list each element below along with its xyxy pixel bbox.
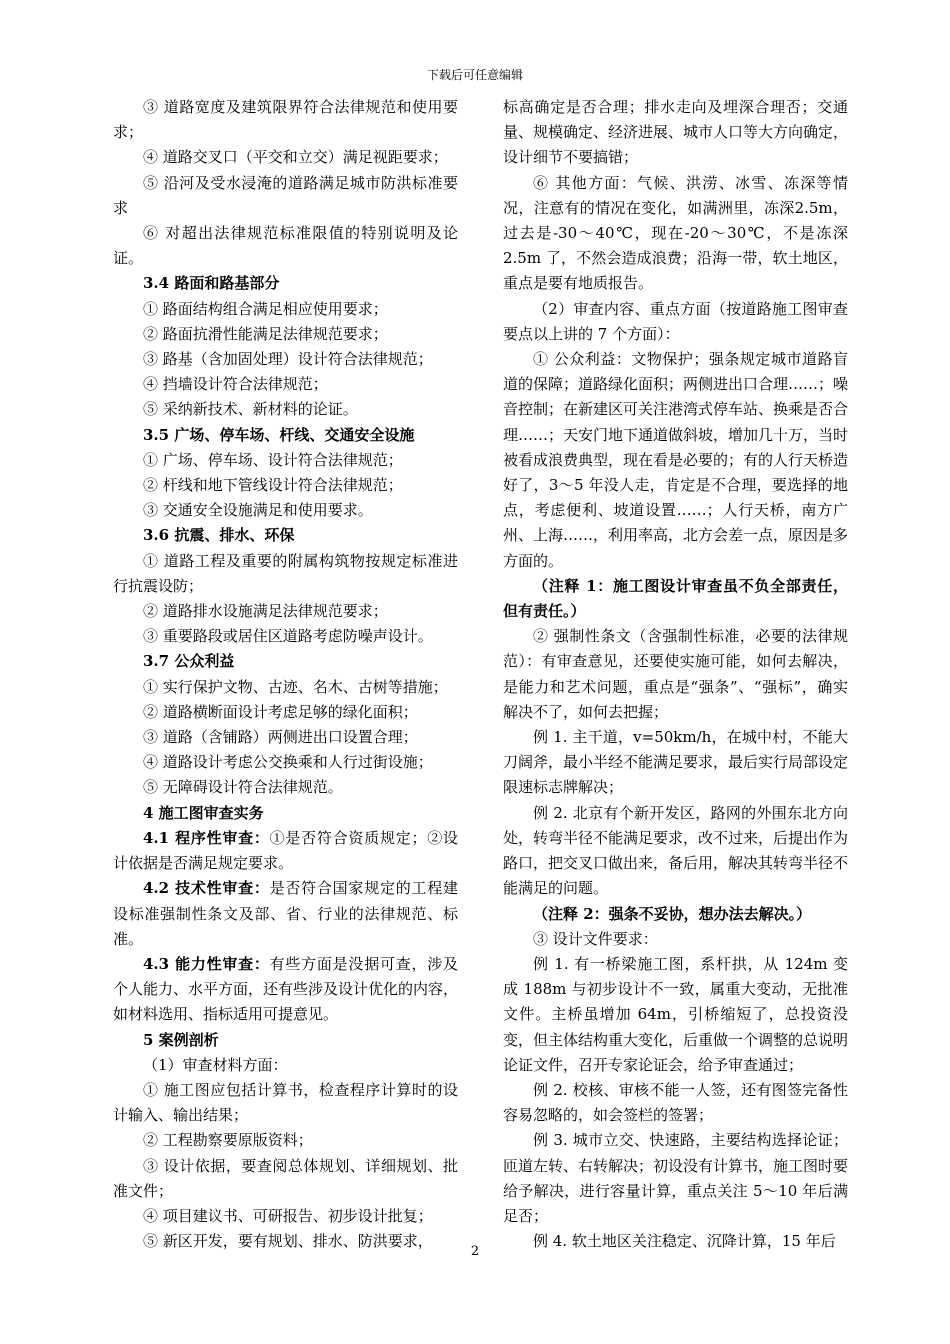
paragraph: ① 道路工程及重要的附属构筑物按规定标准进行抗震设防； [113,551,458,595]
section-heading: （注释 2：强条不妥协，想办法去解决。） [533,904,812,923]
paragraph: ① 公众利益：文物保护；强条规定城市道路盲道的保障；道路绿化面积；两侧进出口合理……；噪音控制；在新建区可关注港湾式停车站、换乘是否合理……；天安门地下通道做斜坡，增加几十万，当时被看成浪费典型，现在看是必要的；有的人行天桥造好了，3～5 年没人走，肯定是不合理，要选择的地点，考虑便利、坡道设置……；人行天桥，南方广州、上海……，利用率高，北方会差一点，原因是多方面的。 [503,350,849,570]
paragraph: ⑥ 对超出法律规范标准限值的特别说明及论证。 [113,224,458,268]
paragraph: ② 道路横断面设计考虑足够的绿化面积； [143,702,418,721]
paragraph: ④ 挡墙设计符合法律规范； [143,375,328,394]
paragraph: ① 实行保护文物、古迹、名木、古树等措施； [143,677,448,696]
paragraph: ⑤ 沿河及受水浸淹的道路满足城市防洪标准要求 [113,173,458,217]
section-heading: 4 施工图审查实务 [143,803,264,822]
paragraph: ② 路面抗滑性能满足法律规范要求； [143,324,388,343]
paragraph: ③ 道路宽度及建筑限界符合法律规范和使用要求； [113,98,458,142]
page-header: 下载后可任意编辑 [426,68,523,82]
paragraph: ⑤ 无障碍设计符合法律规范。 [143,778,343,797]
section-heading: 3.5 广场、停车场、杆线、交通安全设施 [143,425,415,444]
paragraph: ① 广场、停车场、设计符合法律规范； [143,450,403,469]
paragraph: ③ 设计依据，要查阅总体规划、详细规划、批准文件； [113,1156,458,1200]
paragraph: ③ 路基（含加固处理）设计符合法律规范； [143,350,433,369]
paragraph: ⑥ 其他方面：气候、洪涝、冰雪、冻深等情况，注意有的情况在变化，如满洲里，冻深2.5m，过去是-30～40℃，现在-20～30℃，不是冻深 2.5m 了，不然会造成浪费；沿海一带，软土地区，重点是要有地质报告。 [503,173,848,293]
paragraph: 例 1. 有一桥梁施工图，系杆拱，从 124m 变成 188m 与初步设计不一致，属重大变动，无批准文件。主桥虽增加 64m，引桥缩短了，总投资没变，但主体结构重大变化，后重做一个调整的总说明论证文件，召开专家论证会，给予审查通过； [503,954,849,1074]
page-number: 2 [470,1244,480,1259]
section-heading: （注释 1：施工图设计审查虽不负全部责任，但有责任。） [503,576,848,621]
left-column [113,95,458,1254]
paragraph [113,826,458,876]
paragraph [113,876,458,952]
paragraph: ⑤ 新区开发，要有规划、排水、防洪要求， [143,1232,433,1251]
paragraph: ⑤ 采纳新技术、新材料的论证。 [143,400,358,419]
paragraph-lead: 4.2 技术性审查： [143,879,270,898]
paragraph: ③ 重要路段或居住区道路考虑防噪声设计。 [143,627,433,646]
paragraph: ④ 项目建议书、可研报告、初步设计批复； [143,1206,433,1225]
paragraph: 标高确定是否合理；排水走向及埋深合理否；交通量、规模确定、经济进展、城市人口等大方向确定，设计细节不要搞错； [503,98,849,167]
paragraph: ② 道路排水设施满足法律规范要求； [143,602,388,621]
paragraph: 例 3. 城市立交、快速路，主要结构选择论证；匝道左转、右转解决；初设没有计算书，施工图时要给予解决，进行容量计算，重点关注 5～10 年后满足否； [503,1131,849,1225]
section-heading: 5 案例剖析 [143,1030,219,1049]
paragraph: 例 2. 北京有个新开发区，路网的外围东北方向处，转弯半径不能满足要求，改不过来，后提出作为路口，把交叉口做出来，备后用，解决其转弯半径不能满足的问题。 [503,803,849,898]
paragraph: ② 工程勘察要原版资料； [143,1131,313,1150]
paragraph: （2）审查内容、重点方面（按道路施工图审查要点以上讲的 7 个方面）： [503,299,848,343]
paragraph: ② 杆线和地下管线设计符合法律规范； [143,476,403,495]
section-heading: 3.4 路面和路基部分 [143,274,280,293]
paragraph: ③ 设计文件要求： [533,929,658,948]
paragraph: （1）审查材料方面： [143,1055,288,1074]
section-heading: 3.6 抗震、排水、环保 [143,526,295,545]
paragraph [113,952,458,1028]
paragraph-text: 有些方面是没据可查，涉及个人能力、水平方面，还有些涉及设计优化的内容，如材料选用、指标适用可提意见。 [113,954,459,1024]
paragraph-text: ①是否符合资质规定；②设计依据是否满足规定要求。 [113,828,458,873]
paragraph: ① 施工图应包括计算书，检查程序计算时的设计输入、输出结果； [113,1080,458,1125]
paragraph: ② 强制性条文（含强制性标准，必要的法律规范）：有审查意见，还要使实施可能，如何去解决，是能力和艺术问题，重点是“强条”、“强标”，确实解决不了，如何去把握； [503,627,848,721]
paragraph: 例 4. 软土地区关注稳定、沉降计算，15 年后 [533,1232,836,1251]
paragraph: 例 2. 校核、审核不能一人签，还有图签完备性容易忽略的，如会签栏的签署； [503,1080,848,1125]
paragraph-lead: 4.3 能力性审查： [143,954,270,973]
paragraph: ④ 道路交叉口（平交和立交）满足视距要求； [143,148,448,167]
paragraph: ③ 交通安全设施满足和使用要求。 [143,501,373,520]
paragraph: ③ 道路（含铺路）两侧进出口设置合理； [143,728,418,747]
section-heading: 3.7 公众利益 [143,652,235,671]
paragraph: ④ 道路设计考虑公交换乘和人行过街设施； [143,753,433,772]
paragraph: 例 1. 主干道，v=50km/h，在城中村，不能大刀阔斧，最小半经不能满足要求，最后实行局部设定限速标志牌解决； [503,728,849,797]
paragraph-text: 是否符合国家规定的工程建设标准强制性条文及部、省、行业的法律规范、标准。 [113,879,458,948]
paragraph-lead: 4.1 程序性审查： [143,828,270,847]
paragraph: ① 路面结构组合满足相应使用要求； [143,299,388,318]
right-column [503,95,848,1254]
